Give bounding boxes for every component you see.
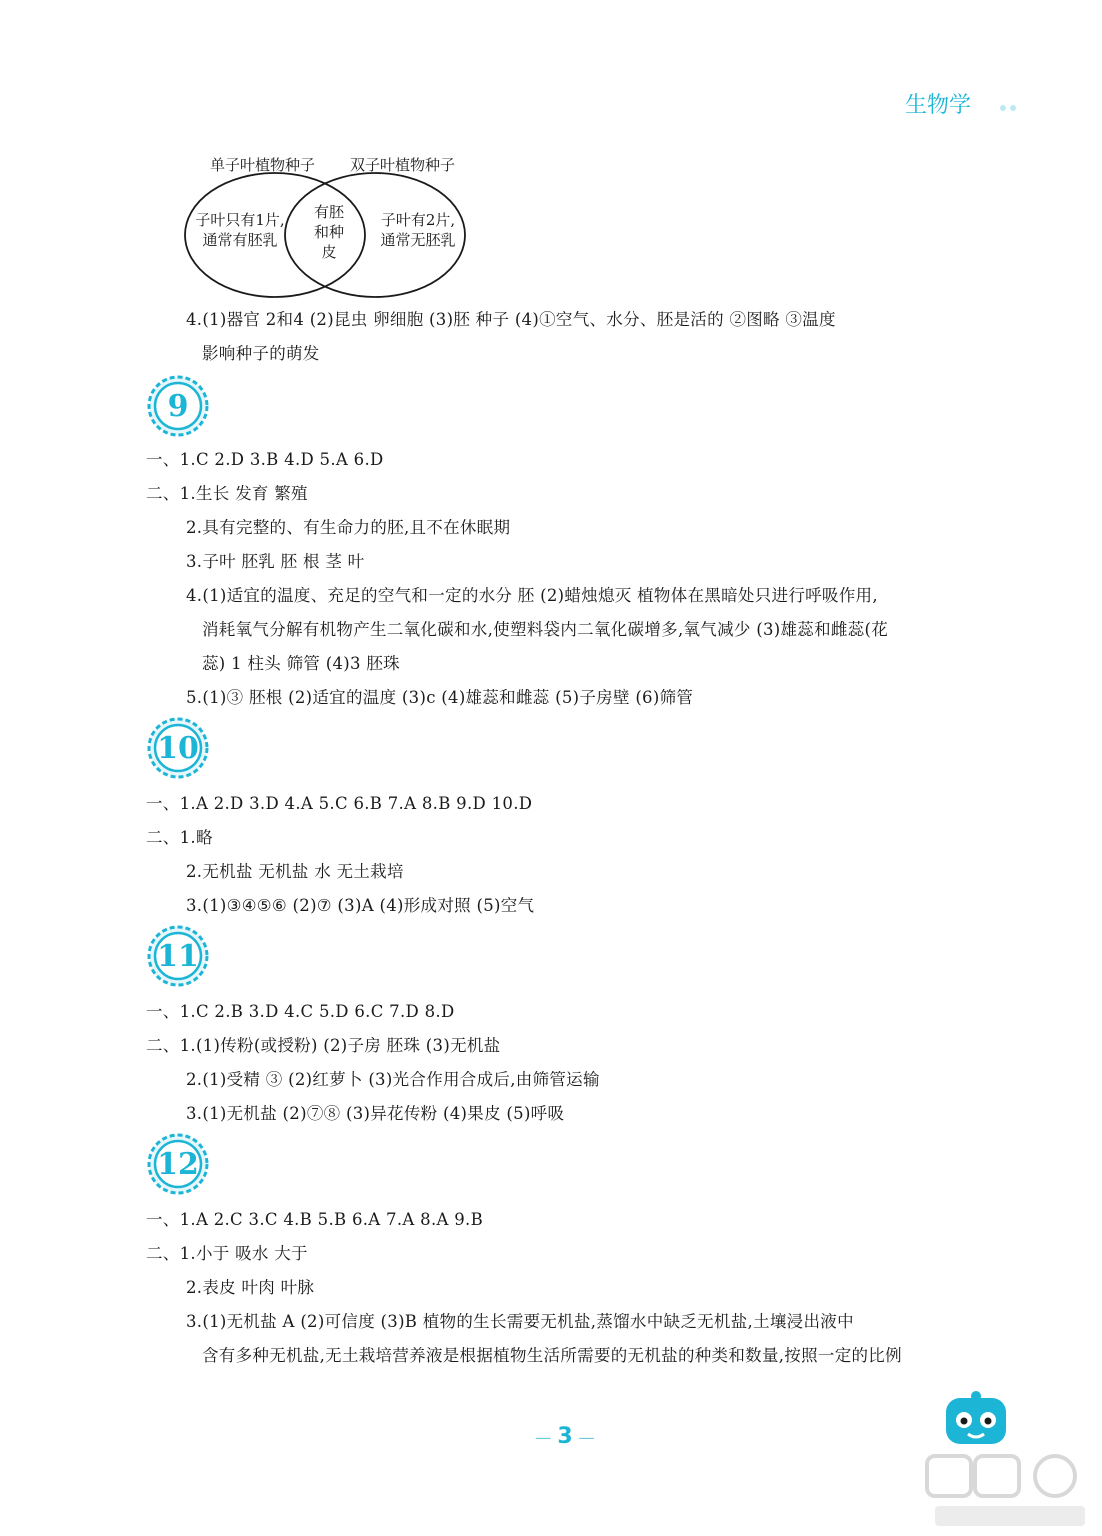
answer-line: 2.无机盐 无机盐 水 无土栽培	[186, 862, 404, 881]
subject-title: 生物学	[905, 93, 972, 118]
answer-line: 2.表皮 叶肉 叶脉	[186, 1278, 315, 1297]
answer-line: 2.具有完整的、有生命力的胚,且不在休眠期	[186, 518, 511, 537]
page-number	[520, 1424, 610, 1449]
venn-middle-text: 有胚 和种 皮	[313, 203, 344, 261]
answer-line: 一、1.C 2.B 3.D 4.C 5.D 6.C 7.D 8.D	[146, 1002, 455, 1021]
section-badge	[146, 924, 210, 988]
answer-line: 含有多种无机盐,无土栽培营养液是根据植物生活所需要的无机盐的种类和数量,按照一定的比例	[202, 1346, 902, 1365]
answer-line: 二、1.(1)传粉(或授粉) (2)子房 胚珠 (3)无机盐	[146, 1036, 501, 1055]
section-number: 11	[157, 938, 199, 974]
venn-left-title: 单子叶植物种子	[210, 156, 316, 174]
page-dash-right: —	[578, 1428, 595, 1447]
page-number-value: 3	[557, 1424, 573, 1449]
answer-line: 二、1.略	[146, 828, 213, 847]
answer-line: 4.(1)适宜的温度、充足的空气和一定的水分 胚 (2)蜡烛熄灭 植物体在黑暗处只进行呼吸作用,	[186, 586, 878, 605]
answer-line: 3.(1)③④⑤⑥ (2)⑦ (3)A (4)形成对照 (5)空气	[186, 896, 535, 915]
venn-right-text: 子叶有2片, 通常无胚乳	[380, 211, 456, 249]
answer-line: 5.(1)③ 胚根 (2)适宜的温度 (3)c (4)雄蕊和雌蕊 (5)子房壁 (6)筛管	[186, 688, 694, 707]
answer-line: 3.(1)无机盐 (2)⑦⑧ (3)异花传粉 (4)果皮 (5)呼吸	[186, 1104, 565, 1123]
section-badge	[146, 374, 210, 438]
watermark-logo	[925, 1452, 1095, 1532]
header-decoration	[1000, 96, 1028, 106]
section-number: 10	[157, 730, 199, 766]
answer-line: 二、1.小于 吸水 大于	[146, 1244, 308, 1263]
venn-diagram	[180, 150, 480, 300]
page-dash-left: —	[535, 1428, 552, 1447]
answer-line: 3.子叶 胚乳 胚 根 茎 叶	[186, 552, 365, 571]
answer-line: 蕊) 1 柱头 筛管 (4)3 胚珠	[202, 654, 400, 673]
venn-left-text: 子叶只有1片, 通常有胚乳	[195, 211, 285, 249]
mascot-icon	[940, 1388, 1012, 1450]
section-badge	[146, 716, 210, 780]
answer-line: 二、1.生长 发育 繁殖	[146, 484, 308, 503]
section-number: 9	[167, 388, 189, 424]
answer-line: 一、1.C 2.D 3.B 4.D 5.A 6.D	[146, 450, 384, 469]
answer-line: 一、1.A 2.D 3.D 4.A 5.C 6.B 7.A 8.B 9.D 10.D	[146, 794, 533, 813]
answer-line: 消耗氧气分解有机物产生二氧化碳和水,使塑料袋内二氧化碳增多,氧气减少 (3)雄蕊和雌蕊(花	[202, 620, 889, 639]
answer-line: 4.(1)器官 2和4 (2)昆虫 卵细胞 (3)胚 种子 (4)①空气、水分、胚是活的 ②图略 ③温度	[186, 310, 836, 329]
section-number: 12	[157, 1146, 199, 1182]
answer-line: 2.(1)受精 ③ (2)红萝卜 (3)光合作用合成后,由筛管运输	[186, 1070, 600, 1089]
answer-line: 一、1.A 2.C 3.C 4.B 5.B 6.A 7.A 8.A 9.B	[146, 1210, 484, 1229]
section-badge	[146, 1132, 210, 1196]
answer-line: 影响种子的萌发	[202, 344, 320, 363]
answer-line: 3.(1)无机盐 A (2)可信度 (3)B 植物的生长需要无机盐,蒸馏水中缺乏无机盐,土壤浸出液中	[186, 1312, 854, 1331]
venn-right-title: 双子叶植物种子	[350, 156, 456, 174]
